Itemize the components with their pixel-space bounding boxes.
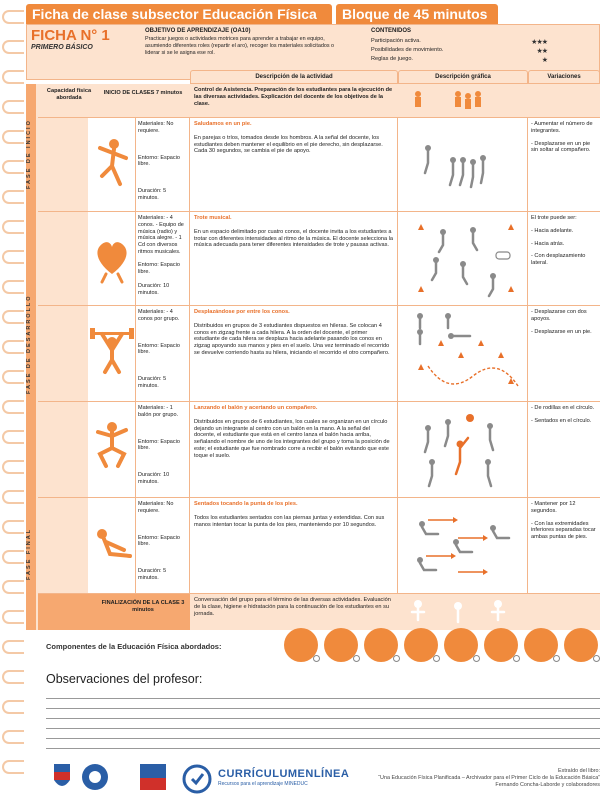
duration-text: Duración: 10 minutos. — [138, 283, 170, 297]
checkbox-icon — [433, 655, 440, 662]
objective-title: OBJETIVO DE APRENDIZAJE (OA10) — [145, 28, 251, 34]
environment-text: Entorno: Espacio libre. — [138, 342, 180, 356]
binding-ring — [2, 730, 24, 744]
binding-ring — [2, 310, 24, 324]
source-book: “Una Educación Física Planificada – Archivador para el Primer Ciclo de la Educación Básica” — [378, 775, 600, 781]
activity-text: Distribuidos en grupos de 6 estudiantes, los cuales se organizan en un círculo dejando un integrante al centro con un balón en la mano. A la señal del docente, el estudiante que está en el centro lanza el balón hacia arriba, señalando el nombre de uno de los integrantes del grupo y toma la posición de este; el estudiante que fue nombrado corre a recibir el balón evitando que este toque el suelo. — [194, 418, 390, 459]
source-authors: Fernando Concha-Laborde y colaboradores — [495, 782, 600, 788]
binding-ring — [2, 250, 24, 264]
variation-item: El trote puede ser: — [531, 215, 577, 221]
binding-ring — [2, 220, 24, 234]
checkbox-icon — [553, 655, 560, 662]
capacity-header: Capacidad física abordada — [46, 88, 92, 101]
binding-ring — [2, 190, 24, 204]
capacity-illustration — [88, 498, 136, 593]
seated-stretch-icon — [398, 498, 528, 594]
coordination-icon — [364, 628, 398, 662]
variation-item: - Desplazarse con dos apoyos. — [531, 309, 587, 322]
spiral-binding — [0, 0, 26, 800]
environment-text: Entorno: Espacio libre. — [138, 534, 180, 548]
binding-ring — [2, 610, 24, 624]
activity-table — [26, 84, 600, 630]
capacity-illustration — [88, 402, 136, 497]
checkbox-icon — [473, 655, 480, 662]
observation-line — [46, 708, 600, 709]
duration-text: Duración: 5 minutos. — [138, 376, 167, 389]
observation-line — [46, 738, 600, 739]
stretching-figure-icon — [90, 524, 134, 564]
agility-icon — [524, 628, 558, 662]
checkbox-icon — [353, 655, 360, 662]
activity-title: Sentados tocando la punta de los pies. — [194, 501, 298, 507]
star-rating: ★ — [541, 57, 547, 64]
binding-ring — [2, 40, 24, 54]
column-header-variations: Variaciones — [528, 70, 600, 84]
binding-ring — [2, 640, 24, 654]
phase-label-start: FASE DE INICIO — [26, 119, 32, 189]
final-text: Conversación del grupo para el término de las diversas actividades. Evaluación de la clase, higiene e hidratación para la continuación de los estudiantes en su jornada. — [190, 594, 398, 630]
footer — [46, 756, 600, 800]
table-row-intro — [38, 84, 600, 118]
observations-title: Observaciones del profesor: — [46, 672, 203, 686]
variation-item: - Hacia adelante. — [531, 227, 574, 234]
activity-title: Saludamos en un pie. — [194, 121, 252, 127]
activity-title: Trote musical. — [194, 215, 232, 221]
components-icons — [284, 628, 600, 666]
environment-text: Entorno: Espacio libre. — [138, 438, 180, 452]
binding-ring — [2, 700, 24, 714]
balance-icon — [404, 628, 438, 662]
weightlifter-icon — [90, 326, 134, 376]
materials-text: Materiales: - 4 conos. - Equipo de música (radio) y música alegre. - 1 Cd con diversos ritmos musicales. — [138, 215, 184, 255]
activity-graphic — [398, 402, 528, 497]
activity-text: En un espacio delimitado por cuatro conos, el docente invita a los estudiantes a trotar con diferentes intensidades al ritmo de la música. El docente selecciona la música adecuada para tener diferentes intensidades de trote y pausas activas. — [194, 228, 393, 249]
team-icon — [564, 628, 598, 662]
components-label: Componentes de la Educación Física abordados: — [46, 642, 222, 651]
binding-ring — [2, 760, 24, 774]
content-item — [371, 47, 547, 53]
column-header-graphic: Descripción gráfica — [398, 70, 528, 84]
observation-line — [46, 718, 600, 719]
binding-ring — [2, 340, 24, 354]
table-row — [38, 118, 600, 212]
binding-ring — [2, 550, 24, 564]
binding-ring — [2, 280, 24, 294]
variation-item: - Desplazarse en un pie. — [531, 328, 592, 335]
binding-ring — [2, 670, 24, 684]
duration-text: Duración: 5 minutos. — [138, 568, 167, 581]
observation-line — [46, 698, 600, 699]
intro-graphic — [398, 84, 528, 117]
variation-item: - Desplazarse en un pie sin soltar al compañero. — [531, 140, 591, 154]
phase-label-development: FASE DE DESARROLLO — [26, 294, 32, 394]
column-header-activity: Descripción de la actividad — [190, 70, 398, 84]
class-start-label: INICIO DE CLASES 7 minutos — [103, 90, 183, 96]
source-credit — [340, 768, 600, 789]
source-label: Extraído del libro: — [558, 768, 600, 774]
zigzag-cones-icon — [398, 306, 528, 402]
environment-text: Entorno: Espacio libre. — [138, 261, 180, 275]
materials-text: Materiales: - 4 conos por grupo. — [138, 309, 180, 322]
chile-shield-logo — [52, 762, 72, 792]
table-row — [38, 402, 600, 498]
balance-figure-icon — [92, 138, 132, 188]
capacity-illustration — [88, 118, 136, 211]
checkbox-icon — [393, 655, 400, 662]
variation-item: - Con desplazamiento lateral. — [531, 253, 586, 267]
environment-text: Entorno: Espacio libre. — [138, 154, 180, 168]
binding-ring — [2, 370, 24, 384]
binding-ring — [2, 520, 24, 534]
ministry-logo — [138, 762, 168, 792]
table-row-final — [38, 594, 600, 630]
activity-text: Distribuidos en grupos de 3 estudiantes dispuestos en hileras. Se colocan 4 conos en zigzag frente a cada hilera. A la orden del docente, el primer estudiante de cada hilera se desplaza hacia adelante pasando los conos en zigzag apoyando sus manos y pies en el suelo. Una vez terminado el recorrido se devuelve corriendo hasta su hilera, iniciando el recorrido el otro compañero. — [194, 322, 390, 356]
table-row — [38, 212, 600, 306]
activity-graphic — [398, 306, 528, 401]
curriculum-logo-icon — [182, 764, 212, 794]
binding-ring — [2, 400, 24, 414]
ball-circle-icon — [398, 402, 528, 498]
curriculum-logo: CURRÍCULUMENLÍNEA — [218, 768, 350, 780]
observation-line — [46, 728, 600, 729]
heart-figure-icon — [92, 230, 132, 284]
variation-item: - Mantener por 12 segundos. — [531, 501, 576, 514]
jumping-icon — [444, 628, 478, 662]
grade-level: PRIMERO BÁSICO — [31, 44, 93, 51]
activity-title: Desplazándose por entre los conos. — [194, 309, 290, 315]
checkbox-icon — [593, 655, 600, 662]
materials-text: Materiales: No requiere. — [138, 501, 174, 514]
binding-ring — [2, 130, 24, 144]
variation-item: - Aumentar el número de integrantes. — [531, 121, 593, 134]
contents-title: CONTENIDOS — [371, 28, 412, 34]
intro-text: Control de Asistencia. Preparación de los estudiantes para la ejecución de las diversas actividades. Explicación del docente de los objetivos de la clase. — [190, 84, 398, 117]
binding-ring — [2, 70, 24, 84]
content-label: Reglas de juego. — [371, 56, 413, 62]
materials-text: Materiales: No requiere. — [138, 121, 174, 134]
stretching-icon — [284, 628, 318, 662]
variation-item: - Sentados en el círculo. — [531, 417, 592, 424]
content-label: Participación activa. — [371, 38, 421, 44]
students-jogging-icon — [398, 212, 528, 306]
final-graphic — [398, 594, 528, 630]
variation-item: - De rodillas en el círculo. — [531, 405, 595, 411]
class-end-label: FINALIZACIÓN DE LA CLASE 3 minutos — [101, 600, 185, 613]
observation-line — [46, 748, 600, 749]
page-title: Ficha de clase subsector Educación Física — [26, 4, 332, 24]
checkbox-icon — [513, 655, 520, 662]
students-group-icon — [398, 84, 528, 118]
activity-graphic — [398, 118, 528, 211]
capacity-illustration — [88, 212, 136, 305]
sports-institute-logo — [80, 762, 110, 792]
checkbox-icon — [313, 655, 320, 662]
header — [26, 4, 600, 24]
activity-graphic — [398, 498, 528, 593]
binding-ring — [2, 10, 24, 24]
running-icon — [324, 628, 358, 662]
phase-label-final: FASE FINAL — [26, 527, 32, 581]
star-rating: ★★★ — [531, 39, 547, 46]
table-row — [38, 306, 600, 402]
activity-graphic — [398, 212, 528, 305]
content-item — [371, 56, 547, 62]
activity-title: Lanzando el balón y acertando un compañero. — [194, 405, 318, 411]
binding-ring — [2, 490, 24, 504]
content-item — [371, 38, 547, 44]
ficha-number: FICHA N° 1 — [31, 27, 110, 44]
content-label: Posibilidades de movimiento. — [371, 47, 444, 53]
students-balancing-icon — [398, 118, 528, 212]
duration-text: Duración: 10 minutos. — [138, 472, 170, 485]
jumping-figure-icon — [92, 420, 132, 474]
materials-text: Materiales: - 1 balón por grupo. — [138, 405, 179, 418]
binding-ring — [2, 100, 24, 114]
table-row — [38, 498, 600, 594]
capacity-illustration — [88, 306, 136, 401]
binding-ring — [2, 430, 24, 444]
activity-text: En parejas o tríos, tomados desde los hombros. A la señal del docente, los estudiantes deben mantener el equilibrio en el pie derecho, sin desplazarse. Cada 30 segundos, se cambia el pie de apoyo. — [194, 134, 383, 155]
duration-text: Duración: 5 minutos. — [138, 188, 167, 201]
worksheet-page — [26, 0, 600, 800]
binding-ring — [2, 460, 24, 474]
variation-item: - Hacia atrás. — [531, 240, 565, 247]
curriculum-tagline: Recursos para el aprendizaje MINEDUC — [218, 781, 308, 787]
activity-text: Todos los estudiantes sentados con las piernas juntas y extendidas. Con sus manos intentan tocar la punta de los pies, manteniendo por 10 segundos. — [194, 514, 385, 528]
binding-ring — [2, 160, 24, 174]
star-rating: ★★ — [536, 48, 547, 55]
binding-ring — [2, 580, 24, 594]
variation-item: - Con las extremidades inferiores separadas tocar ambas puntas de pies. — [531, 520, 596, 541]
block-duration: Bloque de 45 minutos — [336, 4, 498, 24]
objective-text: Practicar juegos o actividades motrices para aprender a trabajar en equipo, asumiendo diferentes roles (repartir el aro), recoger los materiales solicitados o liderar si se le asigna ese rol. — [145, 36, 335, 56]
strength-icon — [484, 628, 518, 662]
